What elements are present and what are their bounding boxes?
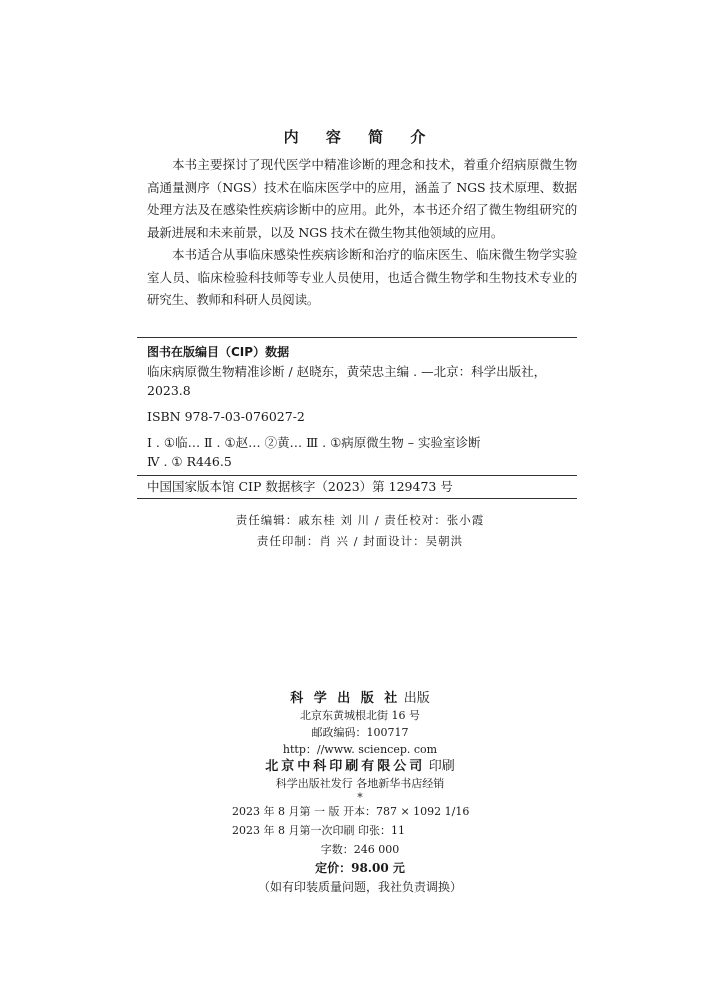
cip-entry-line: 临床病原微生物精准诊断 / 赵晓东，黄荣忠主编 . —北京：科学出版社， [147, 364, 547, 379]
summary-paragraph: 本书主要探讨了现代医学中精准诊断的理念和技术，着重介绍病原微生物高通量测序（NGS）技术在临床医学中的应用，涵盖了 NGS 技术原理、数据处理方法及在感染性疾病诊断中的应用。此外，本书还介绍了微生物组研究的最新进展和未来前景，以及 NGS 技术在微生物其他领域的应用。 [147, 157, 577, 240]
cip-subject-line: Ⅰ . ①临… Ⅱ . ①赵… ②黄… Ⅲ . ①病原微生物 – 实验室诊断 [147, 435, 481, 450]
cip-divider [137, 498, 577, 499]
separator-star: * [357, 791, 363, 804]
credits-line: 责任编辑：戚东桂 刘 川 / 责任校对：张小霞 [235, 513, 485, 527]
publisher-role: 出版 [403, 691, 430, 706]
cip-subject-line: Ⅳ . ① R446.5 [147, 454, 232, 469]
cip-heading: 图书在版编目（CIP）数据 [147, 345, 290, 359]
cip-divider [137, 475, 577, 476]
price: 定价：98.00 元 [315, 861, 405, 875]
summary-paragraph: 本书适合从事临床感染性疾病诊断和治疗的临床医生、临床微生物学实验室人员、临床检验科技师等专业人员使用，也适合微生物学和生物技术专业的研究生、教师和科研人员阅读。 [147, 247, 577, 307]
publisher-imprint [0, 690, 720, 804]
distribution-line: 科学出版社发行 各地新华书店经销 [275, 777, 445, 790]
printing-line: 2023 年 8 月第一次印刷 印张：11 [232, 824, 405, 837]
publisher-address: 北京东黄城根北街 16 号 [300, 709, 420, 722]
cip-record: 中国国家版本馆 CIP 数据核字（2023）第 129473 号 [147, 479, 453, 494]
summary-body [147, 154, 577, 312]
credits [0, 510, 720, 552]
publisher-url: http：//www. sciencep. com [282, 743, 438, 756]
credits-line: 责任印制：肖 兴 / 封面设计：吴朝洪 [256, 534, 464, 548]
publisher-postcode: 邮政编码：100717 [311, 726, 409, 739]
word-count: 字数：246 000 [320, 843, 400, 856]
summary-title: 内 容 简 介 [283, 128, 437, 146]
printer-name: 北京中科印刷有限公司 [265, 759, 426, 774]
quality-notice: （如有印装质量问题，我社负责调换） [257, 880, 462, 894]
cip-entry-line: 2023.8 [147, 383, 191, 398]
printer-role: 印刷 [428, 759, 455, 774]
edition-line: 2023 年 8 月第 一 版 开本：787 × 1092 1/16 [232, 805, 470, 818]
cip-isbn: ISBN 978-7-03-076027-2 [147, 409, 305, 424]
publisher-name: 科 学 出 版 社 [290, 691, 401, 706]
cip-block [137, 337, 577, 499]
